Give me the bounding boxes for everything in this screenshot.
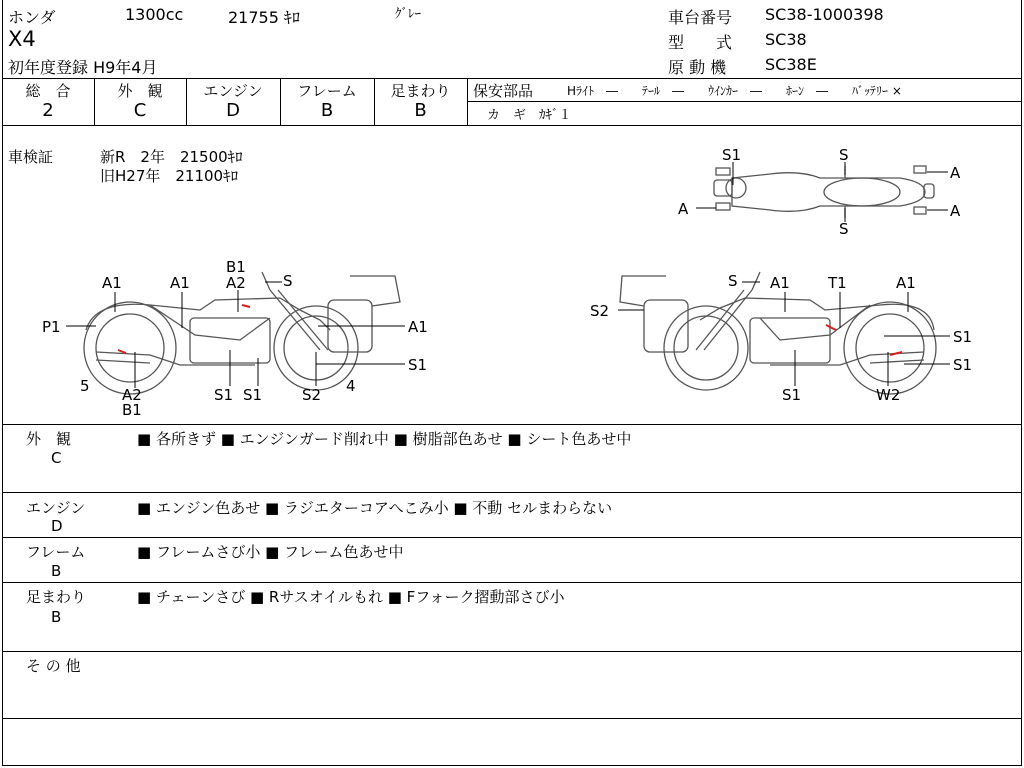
grade-table-top <box>2 78 1022 79</box>
grade-engine-value: D <box>226 100 240 121</box>
top-label-s: S <box>839 146 849 164</box>
first-registration: 初年度登録 H9年4月 <box>8 58 158 77</box>
top-view-sketch <box>714 166 934 218</box>
right-label-a1b: A1 <box>896 274 916 292</box>
left-label-a1c: A1 <box>408 318 428 336</box>
right-label-a1a: A1 <box>770 274 790 292</box>
grade-frame-value: B <box>320 100 334 121</box>
right-label-t1: T1 <box>828 274 847 292</box>
section-other-title: そ の 他 <box>26 657 81 675</box>
section-engine-grade: D <box>51 517 63 535</box>
top-label-s1: S1 <box>722 146 742 164</box>
left-label-b1b: B1 <box>122 401 142 419</box>
left-label-4: 4 <box>346 377 356 395</box>
key-row: カ ギ ｶｷﾞ１ <box>487 108 572 123</box>
type-label: 型 式 <box>668 33 733 52</box>
inspection-old: 旧H27年 21100ｷﾛ <box>100 167 239 185</box>
top-label-a3: A <box>678 200 689 218</box>
left-label-s1c: S1 <box>408 356 428 374</box>
section-exterior-grade: C <box>51 449 62 467</box>
section-exterior-title: 外 観 <box>26 430 72 448</box>
right-label-s1a: S1 <box>953 328 973 346</box>
grade-suspension-value: B <box>414 100 427 121</box>
model-name: X4 <box>8 27 36 51</box>
left-label-s1a: S1 <box>214 386 234 404</box>
left-label-s2: S2 <box>302 386 322 404</box>
left-label-a1b: A1 <box>170 274 190 292</box>
section-exterior-text: ■ 各所きず ■ エンジンガード削れ中 ■ 樹脂部色あせ ■ シート色あせ中 <box>137 430 632 448</box>
section-suspension-text: ■ チェーンさび ■ Rサスオイルもれ ■ Fフォーク摺動部さび小 <box>137 588 565 606</box>
color: ｸﾞﾚｰ <box>395 7 421 22</box>
top-label-s2: S <box>839 220 849 238</box>
section-frame-grade: B <box>51 562 62 580</box>
left-label-p1: P1 <box>42 318 61 336</box>
safety-parts-label: 保安部品 <box>473 82 534 100</box>
type-value: SC38 <box>765 30 807 49</box>
left-label-b1: B1 <box>226 258 246 276</box>
left-label-5: 5 <box>80 377 90 395</box>
frame-no-label: 車台番号 <box>668 8 733 27</box>
safety-parts-row: Hﾗｲﾄ ― ﾃｰﾙ ― ｳｲﾝｶｰ ― ﾎｰﾝ ― ﾊﾞｯﾃﾘｰ × <box>567 84 902 98</box>
mileage: 21755 ｷﾛ <box>228 8 300 27</box>
section-frame-title: フレーム <box>26 543 86 561</box>
right-label-s1b: S1 <box>953 356 973 374</box>
right-label-s2: S2 <box>590 302 610 320</box>
left-label-a1a: A1 <box>102 274 122 292</box>
right-label-w2: W2 <box>876 386 901 404</box>
section-frame-text: ■ フレームさび小 ■ フレーム色あせ中 <box>137 543 404 561</box>
engine-label: 原 動 機 <box>668 58 727 77</box>
grade-exterior-label: 外 観 <box>117 82 163 100</box>
section-engine-text: ■ エンジン色あせ ■ ラジエターコアへこみ小 ■ 不動 セルまわらない <box>137 499 613 517</box>
left-label-s: S <box>283 272 293 290</box>
left-label-a2b: A2 <box>122 386 142 404</box>
left-label-a2: A2 <box>226 274 246 292</box>
inspection-label: 車検証 <box>8 148 54 166</box>
left-label-s1b: S1 <box>243 386 263 404</box>
grade-overall-value: 2 <box>42 100 54 121</box>
damage-diagram <box>0 126 1024 424</box>
frame-no: SC38-1000398 <box>765 5 884 24</box>
right-label-s1c: S1 <box>782 386 802 404</box>
section-engine-title: エンジン <box>26 499 86 517</box>
engine-value: SC38E <box>765 55 817 74</box>
grade-overall-label: 総 合 <box>25 82 71 100</box>
grade-frame-label: フレーム <box>297 82 357 100</box>
top-label-a1: A <box>950 164 961 182</box>
inspection-new: 新R 2年 21500ｷﾛ <box>100 148 243 166</box>
right-label-s: S <box>728 272 738 290</box>
section-suspension-grade: B <box>51 608 62 626</box>
section-suspension-title: 足まわり <box>26 588 87 606</box>
safety-divider <box>467 101 1022 102</box>
maker: ホンダ <box>8 8 56 27</box>
grade-engine-label: エンジン <box>203 82 263 100</box>
top-label-a2: A <box>950 202 961 220</box>
grade-suspension-label: 足まわり <box>390 82 451 100</box>
displacement: 1300cc <box>125 5 184 24</box>
grade-exterior-value: C <box>133 100 147 121</box>
